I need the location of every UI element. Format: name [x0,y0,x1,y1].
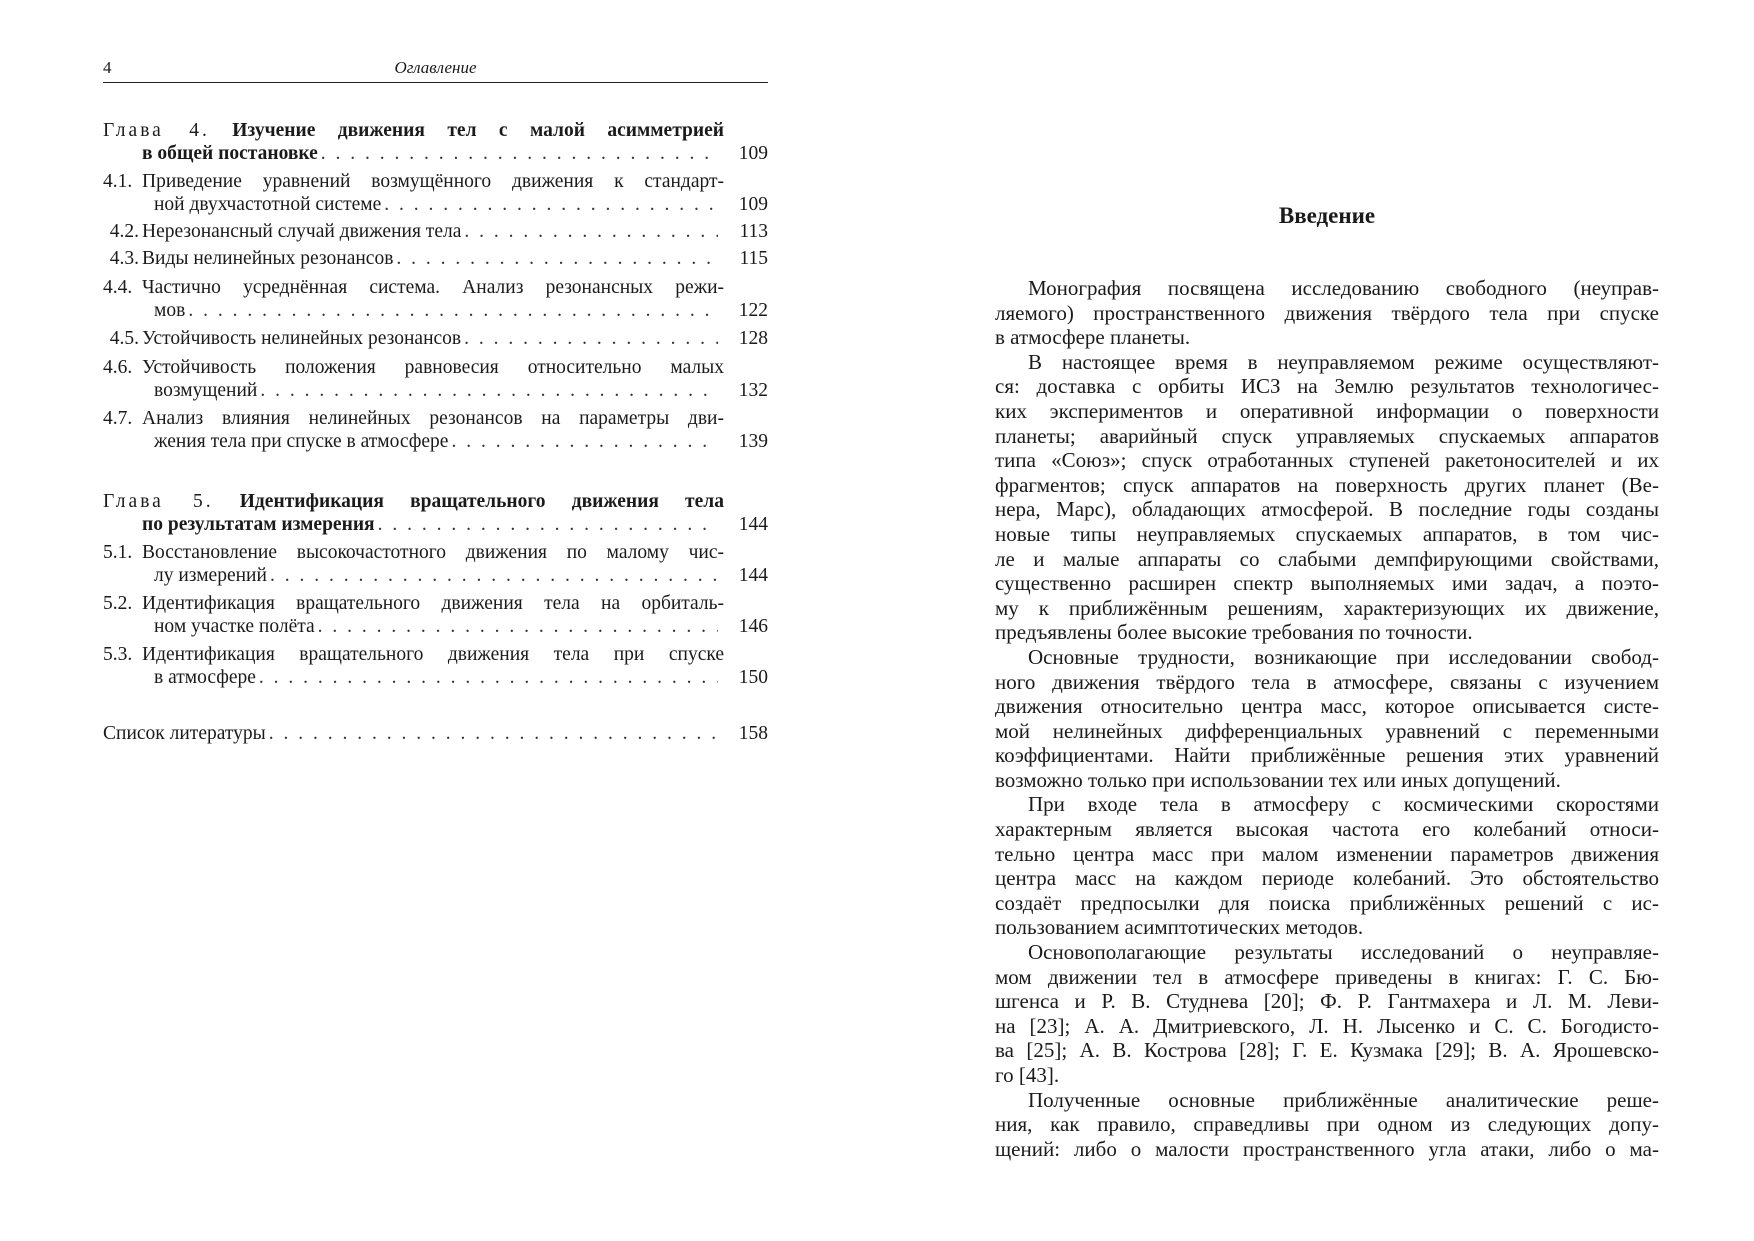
paragraph [995,645,1659,793]
toc-section-title: Частично усреднённая система. Анализ резонансных режи- [142,277,724,298]
toc-section-title: ной двухчастотной системе [154,194,382,215]
toc-section-title: в атмосфере [154,667,256,688]
paragraph-line: шгенса и Р. В. Студнева [20]; Ф. Р. Гантмахера и Л. М. Леви- [995,989,1659,1014]
paragraph-line: коэффициентами. Найти приближённые решения этих уравнений [995,743,1659,768]
paragraph-line: предъявлены более высокие требования по точности. [995,620,1473,645]
paragraph-line: Основополагающие результаты исследований о неуправляе- [1028,940,1659,965]
dot-leader [259,666,718,689]
toc-entry-line [103,299,768,322]
toc-entry-line [103,170,768,193]
dot-leader [464,220,718,243]
dot-leader [270,564,718,587]
right-page [995,0,1659,1241]
toc-entry-line [103,666,768,689]
paragraph-line: ва [25]; А. В. Кострова [28]; Г. Е. Кузмака [29]; В. А. Ярошевско- [995,1038,1659,1063]
dot-leader [384,193,718,216]
toc-entry-5-1[interactable] [103,541,768,587]
toc-page-number: 144 [738,565,768,586]
toc-section-title: жения тела при спуске в атмосфере [154,431,449,452]
paragraph-line: Основные трудности, возникающие при исследовании свобод- [1028,644,1659,669]
toc-section-number: 4.2. [109,221,139,242]
toc-section-number: 4.5. [109,328,139,349]
toc-section-title: Восстановление высокочастотного движения по малому чис- [142,542,724,563]
toc-page-number: 109 [738,194,768,215]
toc-section-title: Анализ влияния нелинейных резонансов на параметры дви- [142,408,724,429]
toc-section-number: 5.3. [103,644,133,665]
toc-chapter-5[interactable] [103,490,768,536]
paragraph-line: нера, Марс), обладающих атмосферой. В последние годы созданы [995,497,1659,522]
running-head [103,56,768,83]
dot-leader [378,513,718,536]
dot-leader [396,247,718,270]
paragraph-line: новые типы неуправляемых спускаемых аппаратов, в том чис- [995,521,1659,546]
toc-page-number: 115 [739,248,768,269]
toc-section-number: 5.2. [103,593,133,614]
toc-section-number: 4.3. [109,248,139,269]
dot-leader [188,299,718,322]
toc-page-number: 122 [738,300,768,321]
toc-page-number: 144 [738,514,768,535]
toc-entry-4-4[interactable] [103,276,768,322]
toc-chapter-title: Идентификация вращательного движения тела [239,491,724,512]
toc-entry-line [103,541,768,564]
paragraph-line: При входе тела в атмосферу с космическими скоростями [1028,792,1659,817]
dot-leader [318,615,718,638]
toc-section-number: 4.7. [103,408,133,429]
paragraph [995,350,1659,645]
paragraph-line: создаёт предпосылки для поиска приближённых решений с ис- [995,890,1659,915]
toc-section-title: Нерезонансный случай движения тела [142,221,462,242]
toc-page-number: 128 [738,328,768,349]
toc-entry-line [103,430,768,453]
toc-references-label: Список литературы [103,723,266,744]
toc-page-number: 150 [738,667,768,688]
toc-chapter-title: Изучение движения тел с малой асимметрией [232,120,724,141]
paragraph-line: центра масс на каждом периоде колебаний. Это обстоятельство [995,866,1659,891]
toc-chapter-title: по результатам измерения [142,514,375,535]
toc-entry-line [103,220,768,243]
toc-section-number: 4.4. [103,277,133,298]
toc-chapter-title-line [103,513,768,536]
paragraph-line: мой нелинейных дифференциальных уравнений с переменными [995,718,1659,743]
paragraph-line: тельно центра масс при малом изменении параметров движения [995,841,1659,866]
paragraph-line: возможно только при использовании тех или иных допущений. [995,767,1561,792]
paragraph-line: Полученные основные приближённые аналитические реше- [1028,1087,1659,1112]
toc-section-number: 4.1. [103,171,133,192]
dot-leader [464,327,718,350]
toc-entry-5-2[interactable] [103,592,768,638]
toc-page-number: 113 [739,221,768,242]
paragraph-line: му к приближённым решениям, характеризующих их движение, [995,595,1659,620]
paragraph-line: ляемого) пространственного движения твёрдого тела при спуске [995,300,1659,325]
toc-section-title: Устойчивость нелинейных резонансов [142,328,462,349]
page-number: 4 [103,58,112,77]
paragraph-line: ких экспериментов и оперативной информации о поверхности [995,398,1659,423]
section-title: Введение [1278,203,1376,228]
toc-entry-line [103,276,768,299]
paragraph-line: мом движении тел в атмосфере приведены в книгах: Г. С. Бю- [995,964,1659,989]
paragraph [995,1088,1659,1162]
toc-section-title: ном участке полёта [154,616,315,637]
toc-chapter-title-line [103,119,768,142]
toc-section-title: мов [154,300,186,321]
paragraph-line: ного движения твёрдого тела в атмосфере, связаны с изучением [995,669,1659,694]
paragraph [995,276,1659,350]
toc-entry-line [103,592,768,615]
toc-section-number: 4.6. [103,357,133,378]
toc-entry-line [103,379,768,402]
toc-entry-references[interactable] [103,722,768,745]
paragraph-line: В настоящее время в неуправляемом режиме осуществляют- [1028,349,1659,374]
paragraph-line: планеты; аварийный спуск управляемых спускаемых аппаратов [995,423,1659,448]
paragraph-line: фрагментов; спуск аппаратов на поверхность других планет (Ве- [995,472,1659,497]
paragraph-line: Монография посвящена исследованию свободного (неуправ- [1028,276,1659,300]
paragraph-line: движения относительно центра масс, которое описывается систе- [995,694,1659,719]
toc-section-title: лу измерений [154,565,267,586]
toc-entry-line [103,643,768,666]
toc-page-number: 132 [738,380,768,401]
paragraph-line: ся: доставка с орбиты ИСЗ на Землю результатов технологичес- [995,374,1659,399]
toc-entry-line [103,407,768,430]
toc-section-title: Идентификация вращательного движения тела на орбиталь- [142,593,724,614]
toc-page-number: 139 [738,431,768,452]
toc-entry-line [103,722,768,745]
paragraph-line: пользованием асимптотических методов. [995,915,1364,940]
toc-entry-line [103,356,768,379]
toc-chapter-label: Глава 4. [103,120,210,141]
toc-page-number: 158 [738,723,768,744]
running-title: Оглавление [394,58,477,77]
paragraph-line: характерным является высокая частота его колебаний относи- [995,817,1659,842]
toc-page-number: 109 [738,143,768,164]
toc-entry-line [103,564,768,587]
paragraph [995,940,1659,1088]
paragraph-line: ния, как правило, справедливы при одном из следующих допу- [995,1112,1659,1137]
toc-entry-4-1[interactable] [103,170,768,216]
toc-section-title: Приведение уравнений возмущённого движения к стандарт- [142,171,724,192]
paragraph-line: го [43]. [995,1063,1060,1087]
toc-entry-4-3[interactable] [103,247,768,270]
dot-leader [260,379,718,402]
toc-entry-4-7[interactable] [103,407,768,453]
dot-leader [451,430,718,453]
toc-section-title: возмущений [154,380,258,401]
toc-chapter-title-line [103,142,768,165]
paragraph-line: типа «Союз»; спуск отработанных ступеней ракетоносителей и их [995,448,1659,473]
toc-chapter-title-line [103,490,768,513]
toc-page-number: 146 [738,616,768,637]
paragraph [995,792,1659,940]
toc-section-number: 5.1. [103,542,133,563]
toc-section-title: Виды нелинейных резонансов [142,248,394,269]
toc-entry-line [103,247,768,270]
toc-entry-5-3[interactable] [103,643,768,689]
dot-leader [321,142,718,165]
intro-body [995,276,1659,1161]
dot-leader [269,722,718,745]
toc-chapter-label: Глава 5. [103,491,214,512]
toc-chapter-title: в общей постановке [142,143,318,164]
toc-entry-line [103,615,768,638]
paragraph-line: в атмосфере планеты. [995,325,1191,350]
toc-section-title: Устойчивость положения равновесия относительно малых [142,357,724,378]
toc-chapter-4[interactable] [103,119,768,165]
toc-section-title: Идентификация вращательного движения тела при спуске [142,644,724,665]
toc-entry-4-5[interactable] [103,327,768,350]
paragraph-line: ле и малые аппараты со слабыми демпфирующими свойствами, [995,546,1659,571]
toc-entry-4-6[interactable] [103,356,768,402]
paragraph-line: существенно расширен спектр выполняемых ими задач, а поэто- [995,571,1659,596]
toc-entry-4-2[interactable] [103,220,768,243]
toc-entry-line [103,193,768,216]
paragraph-line: щений: либо о малости пространственного угла атаки, либо о ма- [995,1136,1659,1161]
left-page [103,0,768,1241]
paragraph-line: на [23]; А. А. Дмитриевского, Л. Н. Лысенко и С. С. Богодисто- [995,1013,1659,1038]
toc-entry-line [103,327,768,350]
